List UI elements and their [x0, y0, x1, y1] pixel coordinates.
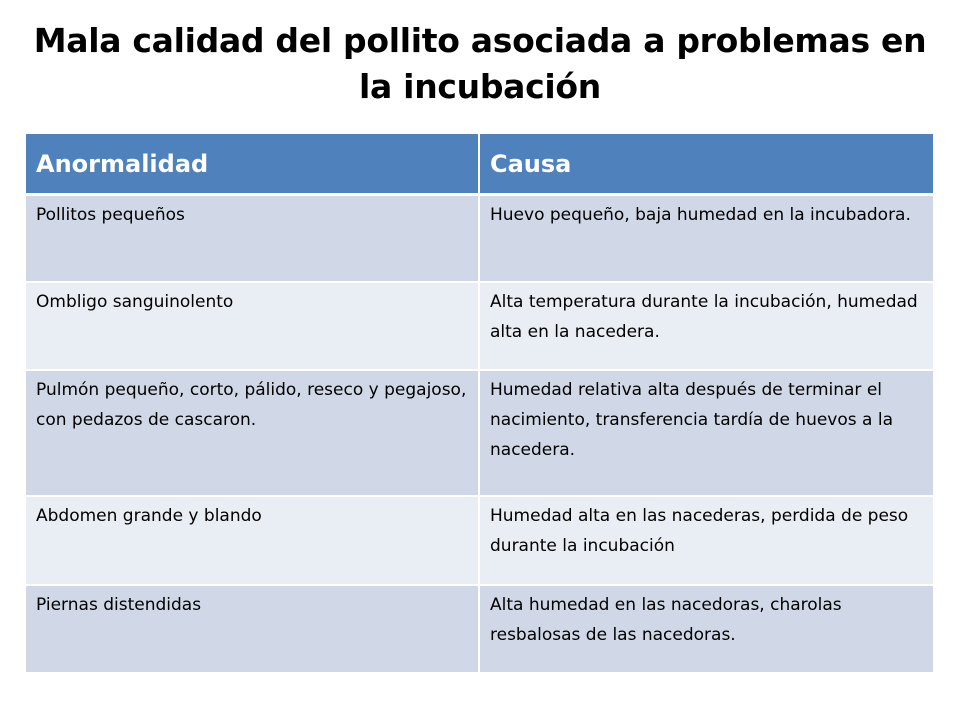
table-row	[26, 585, 933, 673]
cell-causa: Huevo pequeño, baja humedad en la incubadora.	[479, 195, 933, 282]
cell-anormalidad: Abdomen grande y blando	[26, 496, 479, 585]
cell-anormalidad: Piernas distendidas	[26, 585, 479, 673]
title-line-1: Mala calidad del pollito asociada a problemas en	[33, 21, 927, 60]
table-row	[26, 370, 933, 496]
table-row	[26, 496, 933, 585]
title-line-2: la incubación	[359, 67, 601, 106]
slide-title	[0, 18, 960, 110]
cell-causa: Alta humedad en las nacedoras, charolas resbalosas de las nacedoras.	[479, 585, 933, 673]
causes-table	[26, 134, 933, 674]
cell-causa: Humedad alta en las nacederas, perdida de peso durante la incubación	[479, 496, 933, 585]
cell-anormalidad: Pollitos pequeños	[26, 195, 479, 282]
cell-causa: Alta temperatura durante la incubación, humedad alta en la nacedera.	[479, 282, 933, 370]
cell-anormalidad: Pulmón pequeño, corto, pálido, reseco y pegajoso, con pedazos de cascaron.	[26, 370, 479, 496]
table-header-row	[26, 134, 933, 195]
table-row	[26, 195, 933, 282]
cell-causa: Humedad relativa alta después de terminar el nacimiento, transferencia tardía de huevos a la nacedera.	[479, 370, 933, 496]
header-anormalidad: Anormalidad	[26, 134, 479, 195]
table-row	[26, 282, 933, 370]
cell-anormalidad: Ombligo sanguinolento	[26, 282, 479, 370]
header-causa: Causa	[479, 134, 933, 195]
